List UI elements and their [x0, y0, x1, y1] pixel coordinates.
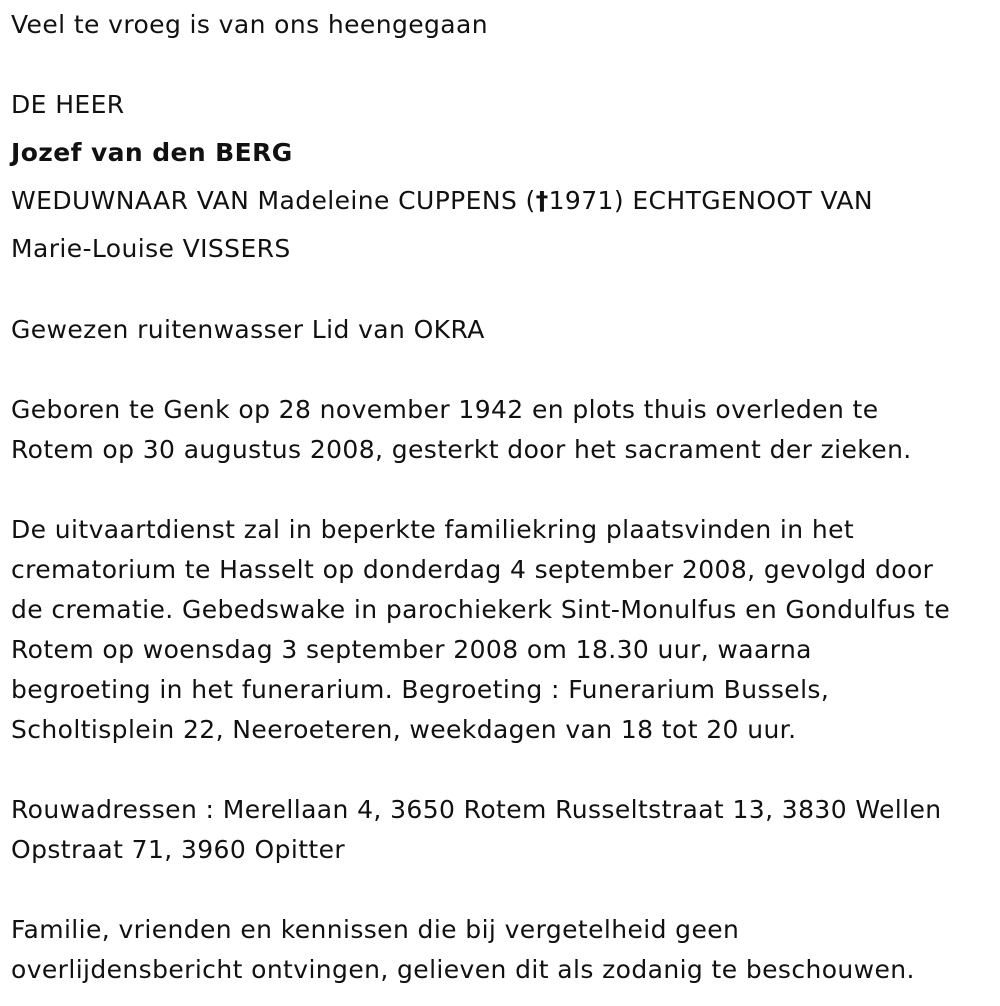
occupation-line: Gewezen ruitenwasser Lid van OKRA	[11, 315, 485, 344]
funeral-line: Rotem op woensdag 3 september 2008 om 18.30 uur, waarna	[11, 635, 812, 664]
birth-death-line: Geboren te Genk op 28 november 1942 en plots thuis overleden te	[11, 395, 879, 424]
funeral-line: Scholtisplein 22, Neeroeteren, weekdagen van 18 tot 20 uur.	[11, 715, 797, 744]
opening-line: Veel te vroeg is van ons heengegaan	[11, 10, 488, 39]
relations-line-1	[11, 181, 873, 221]
closing-line: overlijdensbericht ontvingen, gelieven dit als zodanig te beschouwen.	[11, 955, 915, 984]
funeral-line: de crematie. Gebedswake in parochiekerk Sint-Monulfus en Gondulfus te	[11, 595, 951, 624]
cross-icon: †	[535, 186, 549, 215]
deceased-name: Jozef van den BERG	[11, 138, 293, 167]
relations-line-2: Marie-Louise VISSERS	[11, 234, 291, 263]
birth-death-line: Rotem op 30 augustus 2008, gesterkt door het sacrament der zieken.	[11, 435, 912, 464]
address-line: Opstraat 71, 3960 Opitter	[11, 835, 346, 864]
funeral-line: De uitvaartdienst zal in beperkte familiekring plaatsvinden in het	[11, 515, 855, 544]
funeral-line: crematorium te Hasselt op donderdag 4 september 2008, gevolgd door	[11, 555, 934, 584]
title-line: DE HEER	[11, 90, 125, 119]
relations-text-pre: WEDUWNAAR VAN Madeleine CUPPENS (	[11, 186, 536, 215]
relations-text-post: 1971) ECHTGENOOT VAN	[548, 186, 874, 215]
funeral-line: begroeting in het funerarium. Begroeting : Funerarium Bussels,	[11, 675, 830, 704]
address-line: Rouwadressen : Merellaan 4, 3650 Rotem Russeltstraat 13, 3830 Wellen	[11, 795, 942, 824]
closing-line: Familie, vrienden en kennissen die bij vergetelheid geen	[11, 915, 740, 944]
